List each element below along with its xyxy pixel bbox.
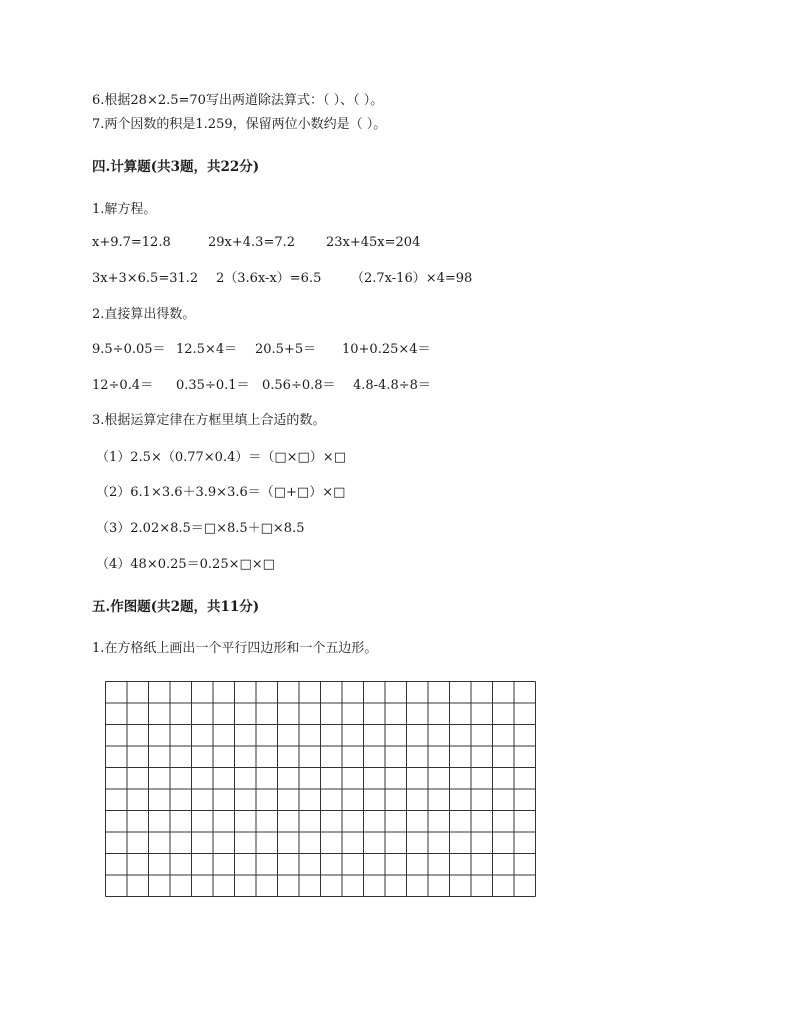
equation: 2（3.6x-x）=6.5 [216,271,322,286]
equation: 3x+3×6.5=31.2 [92,271,199,286]
calc-item: 12÷0.4＝ [92,378,154,393]
calc-item: 10+0.25×4＝ [342,342,431,357]
calc-item: 20.5+5＝ [255,342,317,357]
equation: x+9.7=12.8 [92,235,171,250]
s5-q1-title: 1.在方格纸上画出一个平行四边形和一个五边形。 [92,641,378,656]
question-7: 7.两个因数的积是1.259，保留两位小数约是（ ）。 [92,117,387,132]
law-item: （2）6.1×3.6＋3.9×3.6＝（□+□）×□ [96,485,346,500]
law-item: （1）2.5×（0.77×0.4）＝（□×□）×□ [96,450,346,465]
equation: 23x+45x=204 [326,235,421,250]
law-item: （4）48×0.25＝0.25×□×□ [96,557,275,572]
s4-q1-title: 1.解方程。 [92,202,157,217]
calc-item: 9.5÷0.05＝ [92,342,166,357]
calc-item: 12.5×4＝ [176,342,238,357]
law-item: （3）2.02×8.5＝□×8.5＋□×8.5 [96,521,305,536]
calc-item: 0.35÷0.1＝ [176,378,250,393]
calc-item: 4.8-4.8÷8＝ [353,378,431,393]
s4-q3-title: 3.根据运算定律在方框里填上合适的数。 [92,413,326,428]
section-5-heading: 五.作图题(共2题，共11分) [92,599,260,615]
question-6: 6.根据28×2.5=70写出两道除法算式：（ ）、（ ）。 [92,93,384,108]
equation: （2.7x-16）×4=98 [351,271,473,286]
calc-item: 0.56÷0.8＝ [262,378,336,393]
s4-q2-title: 2.直接算出得数。 [92,307,196,322]
section-4-heading: 四.计算题(共3题，共22分) [92,159,260,175]
grid-paper [105,681,536,898]
equation: 29x+4.3=7.2 [208,235,296,250]
